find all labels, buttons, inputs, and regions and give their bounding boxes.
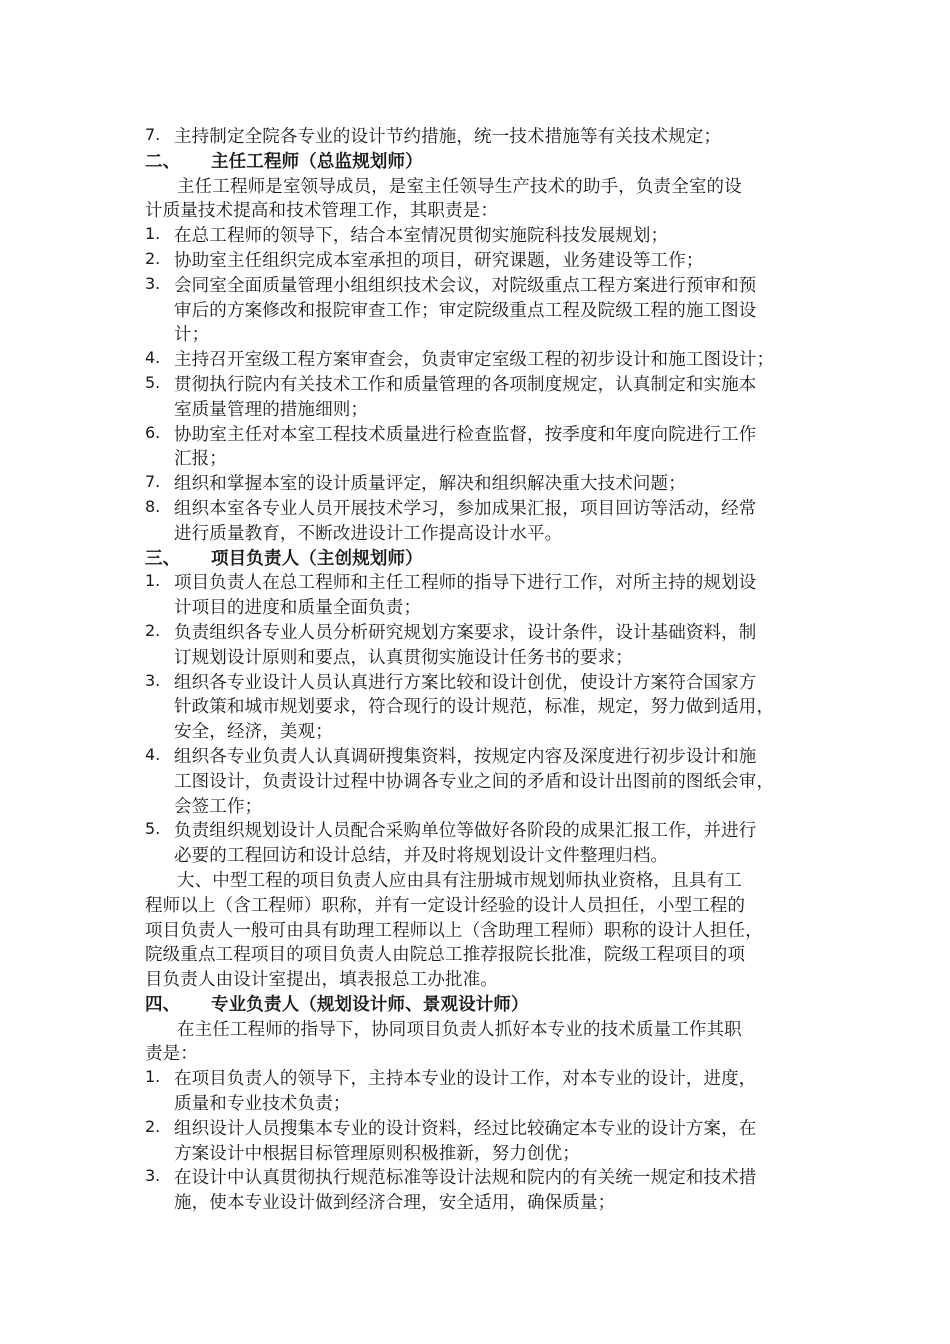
item-number: 5. bbox=[145, 372, 161, 392]
item-number: 6. bbox=[145, 422, 161, 442]
item-number: 2. bbox=[145, 248, 161, 268]
paragraph-line: 院级重点工程项目的项目负责人由院总工推荐报院长批准，院级工程项目的项 bbox=[145, 945, 746, 966]
item-text: 在项目负责人的领导下，主持本专业的设计工作，对本专业的设计，进度， bbox=[174, 1069, 757, 1090]
paragraph-line: 大、中型工程的项目负责人应由具有注册城市规划师执业资格，且具有工 bbox=[177, 870, 742, 891]
heading-title: 主任工程师（总监规划师） bbox=[211, 151, 423, 172]
item-text: 工图设计，负责设计过程中协调各专业之间的矛盾和设计出图前的图纸会审， bbox=[174, 771, 775, 792]
paragraph-line: 项目负责人一般可由具有助理工程师以上（含助理工程师）职称的设计人担任， bbox=[145, 920, 763, 941]
item-number: 4. bbox=[145, 744, 161, 764]
item-text: 组织和掌握本室的设计质量评定，解决和组织解决重大技术问题； bbox=[174, 474, 686, 495]
paragraph-line: 程师以上（含工程师）职称，并有一定设计经验的设计人员担任，小型工程的 bbox=[145, 895, 746, 916]
item-text: 在设计中认真贯彻执行规范标准等设计法规和院内的有关统一规定和技术措 bbox=[174, 1168, 757, 1189]
item-text: 会签工作； bbox=[174, 796, 263, 817]
paragraph-line: 责是： bbox=[145, 1044, 198, 1065]
item-number: 8. bbox=[145, 496, 161, 516]
item-text: 在总工程师的领导下，结合本室情况贯彻实施院科技发展规划； bbox=[174, 226, 669, 247]
list-item bbox=[145, 1117, 825, 1167]
item-text: 协助室主任对本室工程技术质量进行检查监督，按季度和年度向院进行工作 bbox=[174, 424, 757, 445]
list-item bbox=[145, 497, 825, 547]
item-number: 4. bbox=[145, 348, 161, 368]
item-text: 订规划设计原则和要点，认真贯彻实施设计任务书的要求； bbox=[174, 647, 633, 668]
item-text: 组织各专业负责人认真调研搜集资料，按规定内容及深度进行初步设计和施 bbox=[174, 746, 757, 767]
item-text: 质量和专业技术负责； bbox=[174, 1094, 351, 1115]
list-item bbox=[145, 1166, 825, 1216]
item-number: 5. bbox=[145, 819, 161, 839]
item-text: 计项目的进度和质量全面负责； bbox=[174, 598, 422, 619]
item-number: 2. bbox=[145, 620, 161, 640]
item-number: 1. bbox=[145, 224, 161, 244]
item-number: 2. bbox=[145, 1116, 161, 1136]
list-item bbox=[145, 274, 825, 348]
item-text: 汇报； bbox=[174, 449, 227, 470]
section-heading bbox=[145, 547, 825, 572]
item-number: 3. bbox=[145, 670, 161, 690]
item-text: 主持召开室级工程方案审查会，负责审定室级工程的初步设计和施工图设计； bbox=[174, 350, 775, 371]
item-text: 项目负责人在总工程师和主任工程师的指导下进行工作，对所主持的规划设 bbox=[174, 573, 757, 594]
list-item bbox=[145, 671, 825, 745]
item-text: 室质量管理的措施细则； bbox=[174, 399, 369, 420]
item-text: 审后的方案修改和报院审查工作；审定院级重点工程及院级工程的施工图设 bbox=[174, 300, 757, 321]
item-text: 组织本室各专业人员开展技术学习，参加成果汇报，项目回访等活动，经常 bbox=[174, 498, 757, 519]
heading-title: 项目负责人（主创规划师） bbox=[211, 548, 423, 569]
list-item bbox=[145, 423, 825, 473]
item-text: 会同室全面质量管理小组组织技术会议，对院级重点工程方案进行预审和预 bbox=[174, 275, 757, 296]
paragraph-line: 计质量技术提高和技术管理工作，其职责是： bbox=[145, 201, 498, 222]
section-heading bbox=[145, 150, 825, 175]
item-text: 负责组织规划设计人员配合采购单位等做好各阶段的成果汇报工作，并进行 bbox=[174, 821, 757, 842]
paragraph-line: 主任工程师是室领导成员，是室主任领导生产技术的助手，负责全室的设 bbox=[177, 176, 742, 197]
heading-number: 三、 bbox=[145, 548, 181, 569]
item-text: 针政策和城市规划要求，符合现行的设计规范，标准，规定，努力做到适用， bbox=[174, 697, 775, 718]
item-number: 1. bbox=[145, 571, 161, 591]
item-text: 组织设计人员搜集本专业的设计资料，经过比较确定本专业的设计方案，在 bbox=[174, 1118, 757, 1139]
heading-number: 四、 bbox=[145, 994, 181, 1015]
item-text: 安全，经济，美观； bbox=[174, 722, 333, 743]
item-text: 方案设计中根据目标管理原则积极推新，努力创优； bbox=[174, 1143, 580, 1164]
document-page bbox=[145, 125, 825, 1216]
list-item bbox=[145, 621, 825, 671]
item-text: 负责组织各专业人员分析研究规划方案要求，设计条件，设计基础资料，制 bbox=[174, 622, 757, 643]
list-item bbox=[145, 745, 825, 819]
item-text: 施，使本专业设计做到经济合理，安全适用，确保质量； bbox=[174, 1193, 616, 1214]
item-number: 3. bbox=[145, 273, 161, 293]
item-text: 计； bbox=[174, 325, 210, 346]
item-text: 进行质量教育，不断改进设计工作提高设计水平。 bbox=[174, 523, 563, 544]
paragraph-line: 目负责人由设计室提出，填表报总工办批准。 bbox=[145, 970, 498, 991]
list-item bbox=[145, 571, 825, 621]
list-item bbox=[145, 224, 825, 249]
item-text: 协助室主任组织完成本室承担的项目，研究课题，业务建设等工作； bbox=[174, 250, 704, 271]
item-text: 组织各专业设计人员认真进行方案比较和设计创优，使设计方案符合国家方 bbox=[174, 672, 757, 693]
heading-number: 二、 bbox=[145, 151, 181, 172]
item-text: 必要的工程回访和设计总结，并及时将规划设计文件整理归档。 bbox=[174, 846, 669, 867]
list-item bbox=[145, 348, 825, 373]
list-item bbox=[145, 373, 825, 423]
item-number: 1. bbox=[145, 1067, 161, 1087]
item-number: 7. bbox=[145, 472, 161, 492]
paragraph-line: 在主任工程师的指导下，协同项目负责人抓好本专业的技术质量工作其职 bbox=[177, 1019, 742, 1040]
item-number: 3. bbox=[145, 1166, 161, 1186]
list-item bbox=[145, 472, 825, 497]
list-item bbox=[145, 249, 825, 274]
item-text: 主持制定全院各专业的设计节约措施，统一技术措施等有关技术规定； bbox=[174, 127, 722, 147]
item-number: 7. bbox=[145, 125, 161, 144]
list-item bbox=[145, 819, 825, 869]
section-heading bbox=[145, 993, 825, 1018]
heading-title: 专业负责人（规划设计师、景观设计师） bbox=[211, 994, 529, 1015]
list-item bbox=[145, 125, 825, 150]
list-item bbox=[145, 1067, 825, 1117]
item-text: 贯彻执行院内有关技术工作和质量管理的各项制度规定，认真制定和实施本 bbox=[174, 374, 757, 395]
